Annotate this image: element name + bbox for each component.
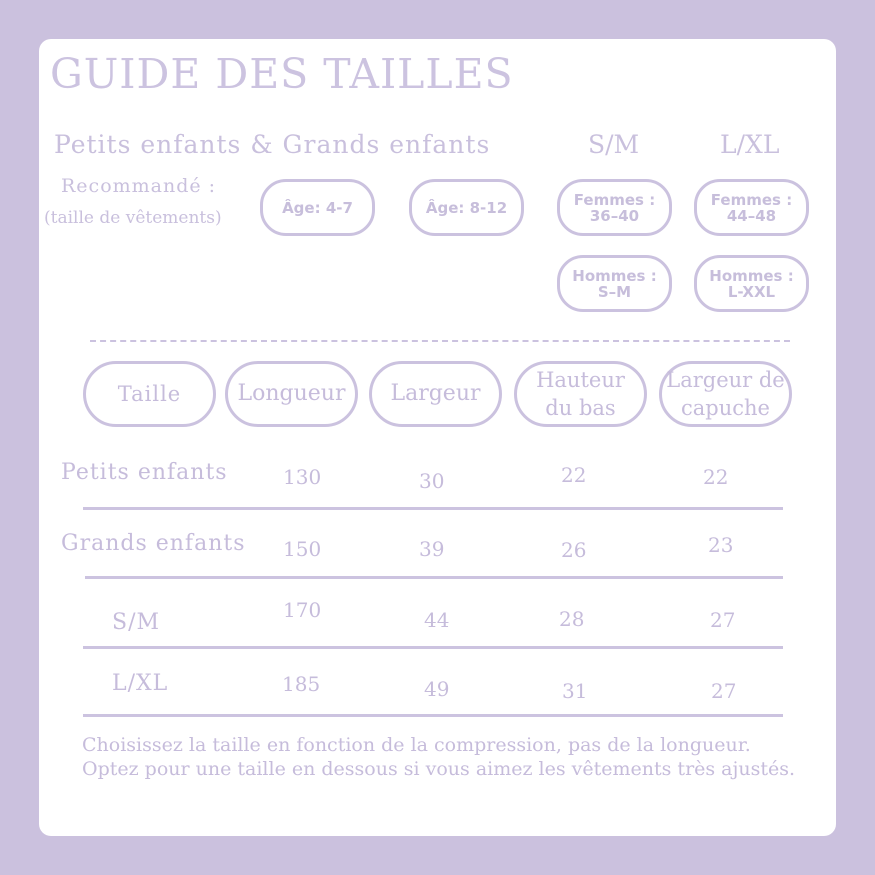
cell-longueur: 150	[283, 537, 322, 561]
cell-longueur: 130	[283, 465, 322, 489]
group-lxl-heading: L/XL	[720, 130, 780, 159]
group-children-heading: Petits enfants & Grands enfants	[54, 130, 491, 159]
page-title: GUIDE DES TAILLES	[50, 50, 514, 98]
age-4-7-badge: Âge: 4-7	[260, 179, 375, 236]
cell-capuche: 23	[708, 533, 734, 557]
row-label-grands-enfants: Grands enfants	[61, 531, 246, 556]
header-longueur: Longueur	[225, 361, 358, 427]
cell-hauteur: 26	[561, 538, 587, 562]
row-label-petits-enfants: Petits enfants	[61, 460, 228, 485]
women-sm-badge: Femmes : 36–40	[557, 179, 672, 236]
section-divider	[90, 340, 790, 342]
size-notes	[82, 733, 802, 781]
group-sm-heading: S/M	[588, 130, 640, 159]
cell-capuche: 27	[711, 679, 737, 703]
row-divider	[83, 507, 783, 510]
row-divider	[85, 576, 783, 579]
header-largeur-de-capuche: Largeur de capuche	[659, 361, 792, 427]
header-largeur: Largeur	[369, 361, 502, 427]
age-8-12-badge: Âge: 8-12	[409, 179, 524, 236]
women-lxl-badge: Femmes : 44–48	[694, 179, 809, 236]
recommended-sublabel: (taille de vêtements)	[44, 208, 222, 228]
row-divider	[83, 714, 783, 717]
cell-largeur: 30	[419, 469, 445, 493]
row-label-lxl: L/XL	[112, 671, 169, 696]
men-sm-badge: Hommes : S–M	[557, 255, 672, 312]
cell-longueur: 185	[282, 672, 321, 696]
recommended-label: Recommandé :	[61, 175, 217, 197]
cell-hauteur: 31	[562, 679, 588, 703]
cell-largeur: 39	[419, 537, 445, 561]
men-lxl-badge: Hommes : L-XXL	[694, 255, 809, 312]
cell-hauteur: 28	[559, 607, 585, 631]
row-divider	[83, 646, 783, 649]
header-hauteur-du-bas: Hauteur du bas	[514, 361, 647, 427]
header-taille: Taille	[83, 361, 216, 427]
cell-largeur: 49	[424, 677, 450, 701]
cell-longueur: 170	[283, 598, 322, 622]
cell-capuche: 22	[703, 465, 729, 489]
cell-capuche: 27	[710, 608, 736, 632]
cell-hauteur: 22	[561, 463, 587, 487]
note-fit: Optez pour une taille en dessous si vous aimez les vêtements très ajustés.	[82, 758, 796, 780]
row-label-sm: S/M	[112, 610, 161, 635]
note-compression: Choisissez la taille en fonction de la compression, pas de la longueur.	[82, 734, 751, 756]
cell-largeur: 44	[424, 608, 450, 632]
